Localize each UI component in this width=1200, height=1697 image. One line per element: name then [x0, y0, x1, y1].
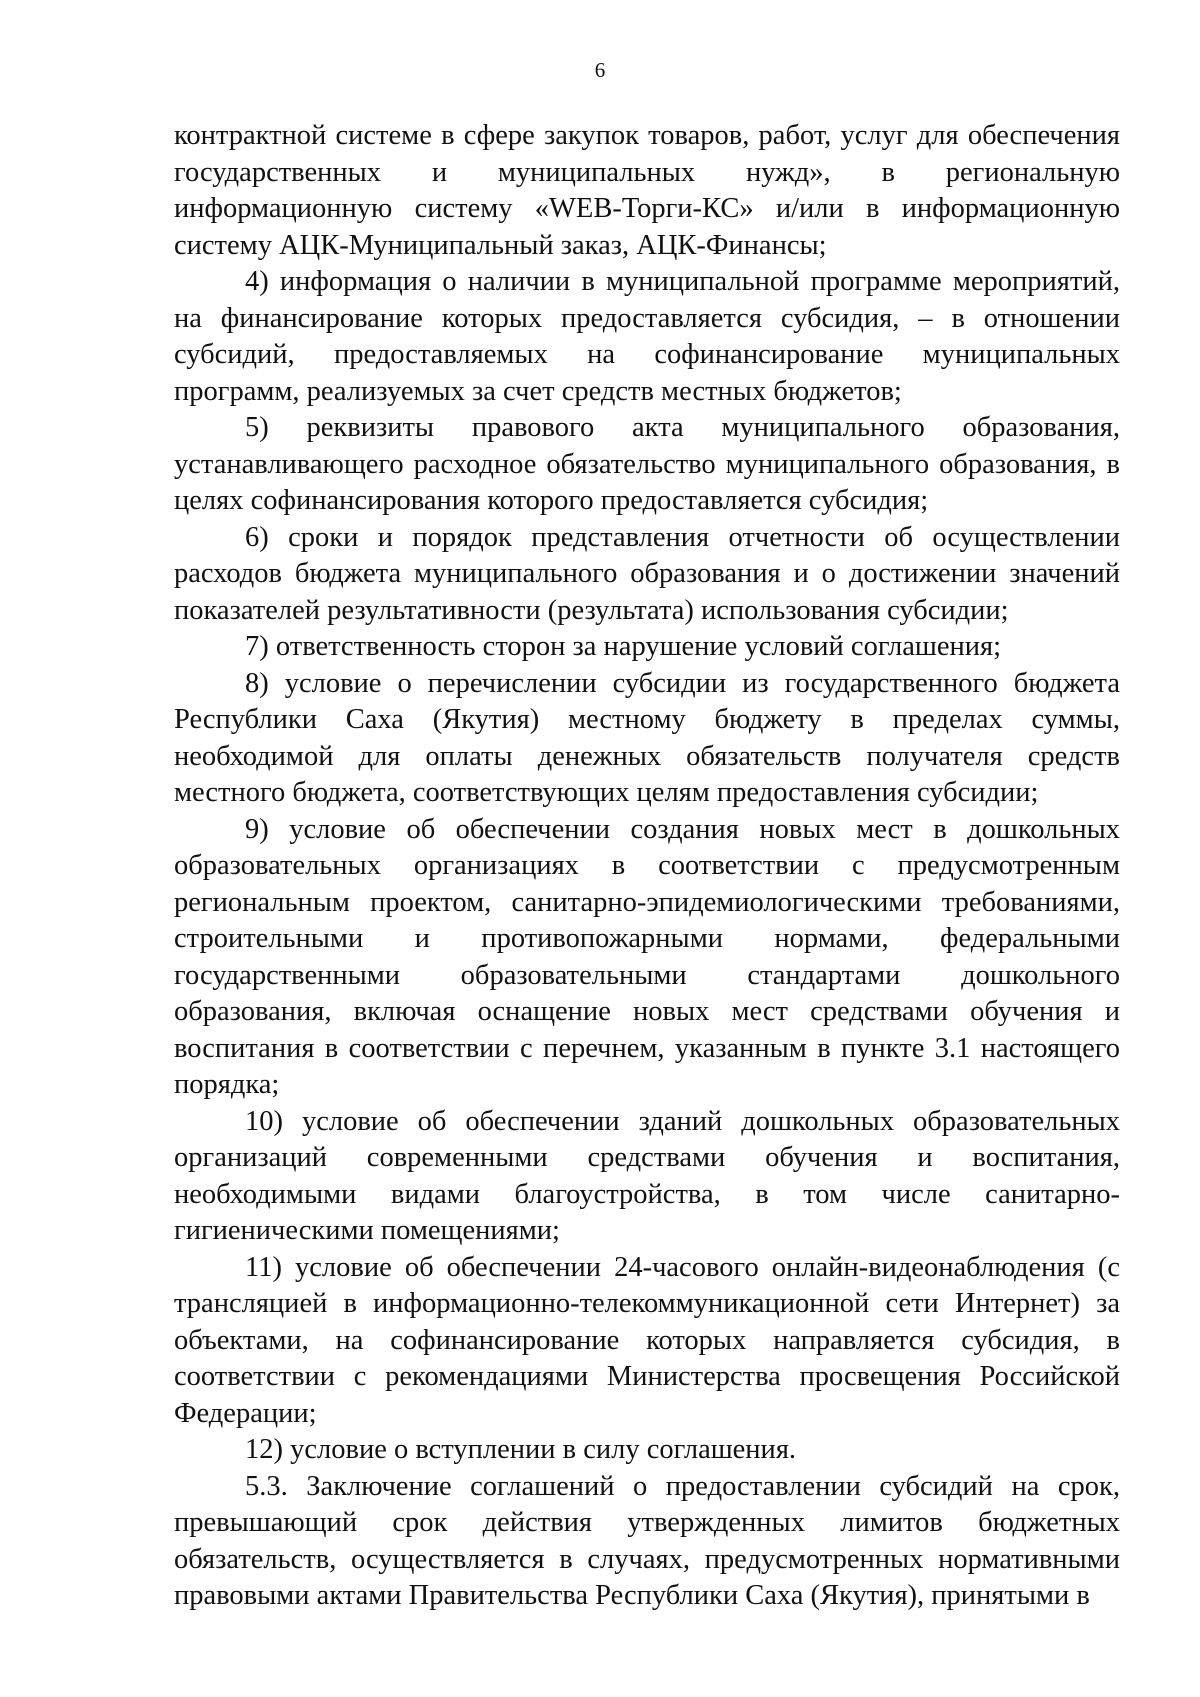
paragraph-item-7: 7) ответственность сторон за нарушение условий соглашения;: [245, 631, 1002, 662]
paragraph-continuation: контрактной системе в сфере закупок товаров, работ, услуг для обеспечения государственных и муниципальных нужд», в региональную информационную систему «WEB-Торги-КС» и/или в информационную систему АЦК-Муниципальный заказ, АЦК-Финансы;: [174, 120, 1120, 261]
paragraph-item-5: 5) реквизиты правового акта муниципального образования, устанавливающего расходное обязательство муниципального образования, в целях софинансирования которого предоставляется субсидия;: [174, 412, 1120, 516]
paragraph-item-11: 11) условие об обеспечении 24-часового онлайн-видеонаблюдения (с трансляцией в информационно-телекоммуникационной сети Интернет) за объектами, на софинансирование которых направляется субсидия, в соответствии с рекомендациями Министерства просвещения Российской Федерации;: [174, 1251, 1120, 1429]
document-body: [174, 118, 1120, 1615]
paragraph-item-10: 10) условие об обеспечении зданий дошкольных образовательных организаций современными средствами обучения и воспитания, необходимыми видами благоустройства, в том числе санитарно-гигиеническими помещениями;: [174, 1105, 1120, 1246]
page-number: 6: [594, 58, 606, 82]
paragraph-item-8: 8) условие о перечислении субсидии из государственного бюджета Республики Саха (Якутия) местному бюджету в пределах суммы, необходимой для оплаты денежных обязательств получателя средств местного бюджета, соответствующих целям предоставления субсидии;: [174, 667, 1120, 808]
paragraph-item-9: 9) условие об обеспечении создания новых мест в дошкольных образовательных организациях в соответствии с предусмотренным региональным проектом, санитарно-эпидемиологическими требованиями, строительными и противопожарными нормами, федеральными государственными образовательными стандартами дошкольного образования, включая оснащение новых мест средствами обучения и воспитания в соответствии с перечнем, указанным в пункте 3.1 настоящего порядка;: [174, 813, 1120, 1100]
paragraph-item-6: 6) сроки и порядок представления отчетности об осуществлении расходов бюджета муниципального образования и о достижении значений показателей результативности (результата) использования субсидии;: [174, 521, 1120, 626]
paragraph-item-12: 12) условие о вступлении в силу соглашения.: [245, 1434, 797, 1465]
paragraph-section-5-3: 5.3. Заключение соглашений о предоставлении субсидий на срок, превышающий срок действия утвержденных лимитов бюджетных обязательств, осуществляется в случаях, предусмотренных нормативными правовыми актами Правительства Республики Саха (Якутия), принятыми в: [174, 1470, 1120, 1611]
paragraph-item-4: 4) информация о наличии в муниципальной программе мероприятий, на финансирование которых предоставляется субсидия, – в отношении субсидий, предоставляемых на софинансирование муниципальных программ, реализуемых за счет средств местных бюджетов;: [174, 266, 1120, 407]
